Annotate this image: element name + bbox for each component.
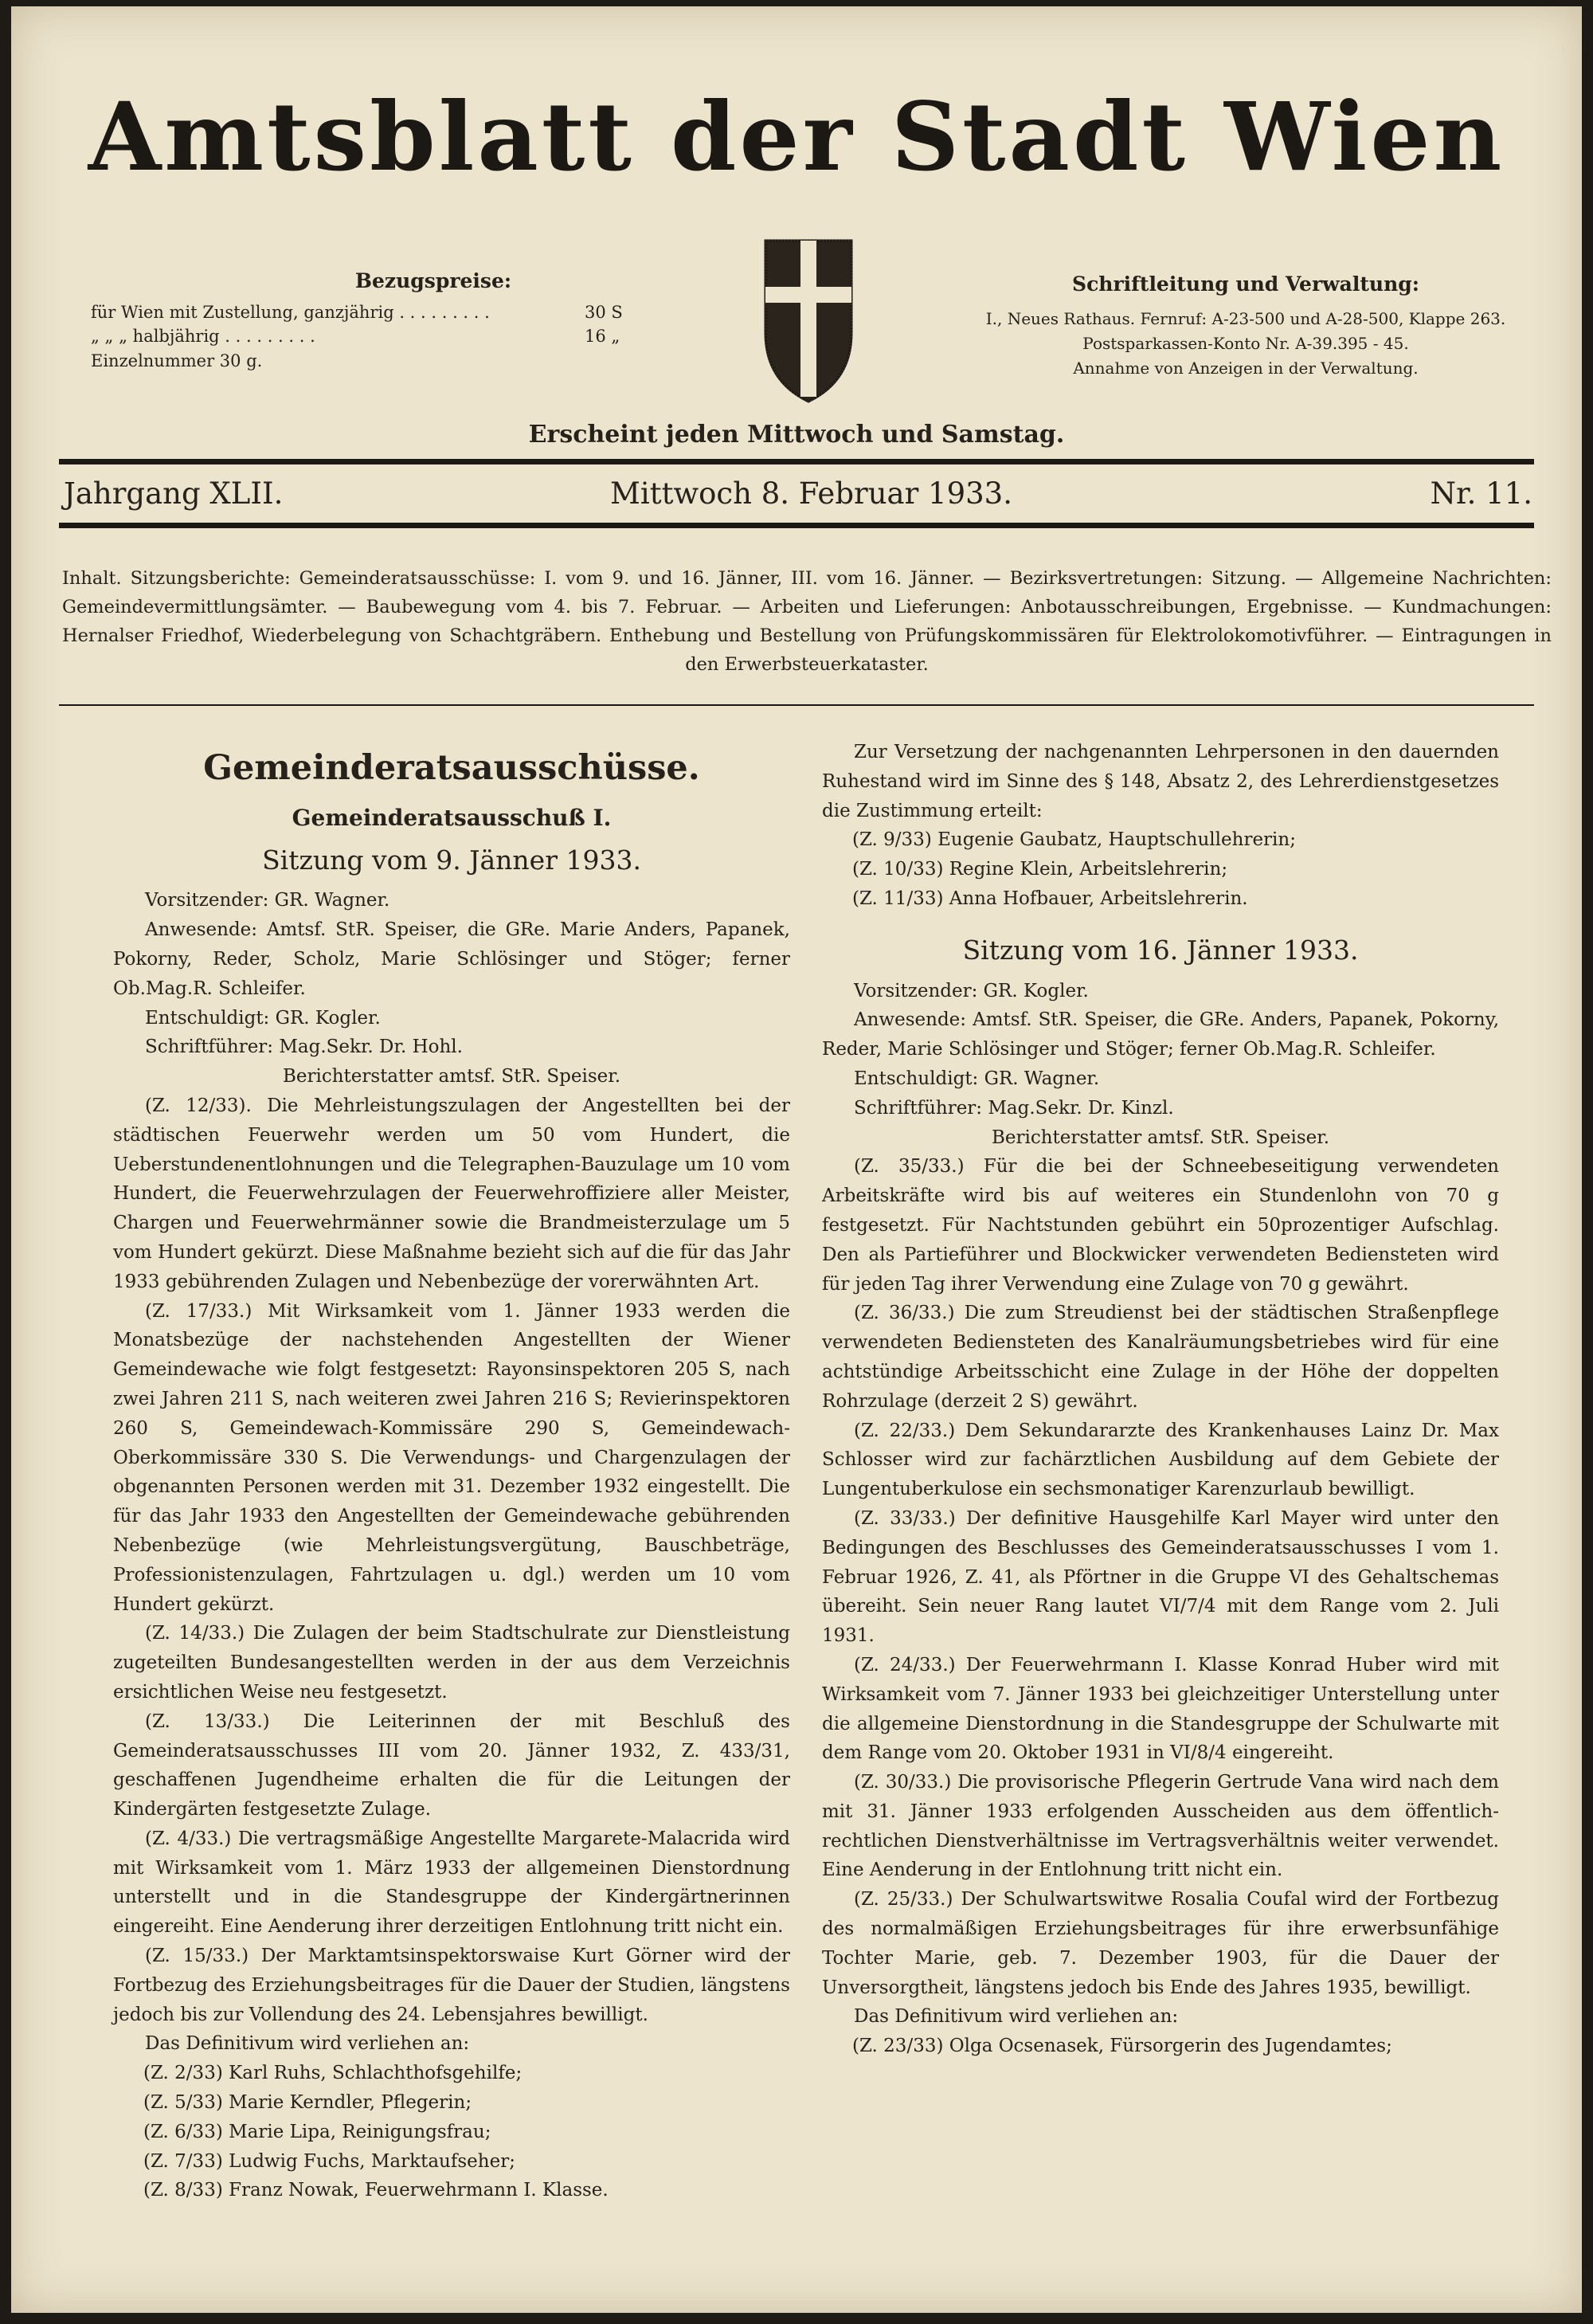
table-of-contents: Inhalt. Sitzungsberichte: Gemeinderatsausschüsse: I. vom 9. und 16. Jänner, III. vom 16. Jänner. — Bezirksvertretungen: Sitzung. — Allgemeine Nachrichten: Gemeindevermittlungsämter. — Baubewegung vom 4. bis 7. Februar. — Arbeiten und Lieferungen: Anbotausschreibungen, Ergebnisse. — Kundmachungen: Hernalser Friedhof, Wiederbelegung von Schachtgräbern. Enthebung und Bestellung von Prüfungskommissären für Elektrolokomotivführer. — Eintragungen in den Erwerbsteuerkataster. bbox=[62, 568, 1552, 675]
resolution-paragraph: (Z. 17/33.) Mit Wirksamkeit vom 1. Jänner 1933 werden die Monatsbezüge der nachstehenden Angestellten der Wiener Gemeindewache wie folgt festgesetzt: Rayonsinspektoren 205 S, nach zwei Jahren 211 S, nach weiteren zwei Jahren 216 S; Revierinspektoren 260 S, Gemeindewach-Kommissäre 290 S, Gemeindewach-Oberkommissäre 330 S. Die Verwendungs- und Chargenzulagen der obgenannten Personen werden mit 31. Dezember 1932 eingestellt. Die für das Jahr 1933 den Angestellten der Gemeindewache gebührenden Nebenbezüge (wie Mehrleistungsvergütung, Bauschbeträge, Professionistenzulagen, Fahrtzulagen u. dgl.) werden um 10 vom Hundert gekürzt. bbox=[113, 1300, 790, 1615]
divider bbox=[59, 459, 1534, 464]
rapporteur-line: Berichterstatter amtsf. StR. Speiser. bbox=[991, 1127, 1330, 1148]
resolution-paragraph: (Z. 25/33.) Der Schulwartswitwe Rosalia Coufal wird der Fortbezug des normalmäßigen Erziehungsbeitrages für ihre erwerbsunfähige Tochter Marie, geb. 7. Dezember 1903, für die Dauer der Unversorgtheit, längstens jedoch bis Ende des Jahres 1935, bewilligt. bbox=[822, 1889, 1499, 1998]
resolution-paragraph: (Z. 33/33.) Der definitive Hausgehilfe Karl Mayer wird unter den Bedingungen des Beschlusses des Gemeinderatsausschusses I vom 1. Februar 1926, Z. 41, als Pförtner in die Gruppe VI des Gehaltschemas übereiht. Sein neuer Rang lautet VI/7/4 mit dem Range vom 2. Juli 1931. bbox=[822, 1507, 1499, 1647]
secretary-line: Schriftführer: Mag.Sekr. Dr. Kinzl. bbox=[854, 1097, 1174, 1119]
rapporteur-line: Berichterstatter amtsf. StR. Speiser. bbox=[282, 1066, 621, 1088]
subsection-title: Gemeinderatsausschuß I. bbox=[292, 804, 612, 831]
resolution-paragraph: (Z. 4/33.) Die vertragsmäßige Angestellte Margarete-Malacrida wird mit Wirksamkeit vom 1. März 1933 der allgemeinen Dienstordnung unterstellt und in die Standesgruppe der Kindergärtnerinnen eingereiht. Eine Aenderung ihrer derzeitigen Entlohnung tritt nicht ein. bbox=[113, 1828, 790, 1938]
schriftleitung-line: Postsparkassen-Konto Nr. A-39.395 - 45. bbox=[1082, 333, 1409, 353]
issue-date: Mittwoch 8. Februar 1933. bbox=[610, 476, 1012, 511]
resolution-paragraph: (Z. 36/33.) Die zum Streudienst bei der städtischen Straßenpflege verwendeten Bediensteten des Kanalräumungsbetriebes wird für eine achtstündige Arbeitsschicht eine Zulage in der Höhe der doppelten Rohrzulage (derzeit 2 S) gewährt. bbox=[822, 1303, 1499, 1412]
session-heading: Sitzung vom 16. Jänner 1933. bbox=[962, 934, 1359, 966]
secretary-line: Schriftführer: Mag.Sekr. Dr. Hohl. bbox=[145, 1037, 463, 1058]
list-item: (Z. 11/33) Anna Hofbauer, Arbeitslehrerin. bbox=[852, 888, 1248, 909]
price-row bbox=[91, 349, 648, 373]
bezugspreise-block bbox=[91, 269, 648, 373]
definitivum-intro: Das Definitivum wird verliehen an: bbox=[854, 2006, 1179, 2028]
definitivum-intro: Das Definitivum wird verliehen an: bbox=[145, 2033, 470, 2055]
chair-line: Vorsitzender: GR. Wagner. bbox=[145, 890, 390, 911]
list-item: (Z. 8/33) Franz Nowak, Feuerwehrmann I. Klasse. bbox=[143, 2180, 609, 2201]
resolution-paragraph: (Z. 15/33.) Der Marktamtsinspektorswaise Kurt Görner wird der Fortbezug des Erziehungsbeitrages für die Dauer der Studien, längstens jedoch bis zur Vollendung des 24. Lebensjahres bewilligt. bbox=[113, 1946, 790, 2025]
excused-line: Entschuldigt: GR. Wagner. bbox=[854, 1068, 1100, 1089]
divider bbox=[59, 523, 1534, 528]
retirement-intro: Zur Versetzung der nachgenannten Lehrpersonen in den dauernden Ruhestand wird im Sinne des § 148, Absatz 2, des Lehrerdienstgesetzes die Zustimmung erteilt: bbox=[822, 742, 1499, 821]
resolution-paragraph: (Z. 22/33.) Dem Sekundararzte des Krankenhauses Lainz Dr. Max Schlosser wird zur fachärztlichen Ausbildung auf dem Gebiete der Lungentuberkulose ein sechsmonatiger Karenzurlaub bewilligt. bbox=[822, 1420, 1499, 1500]
issue-number: Nr. 11. bbox=[1430, 476, 1532, 511]
schriftleitung-block bbox=[975, 269, 1517, 381]
list-item: (Z. 7/33) Ludwig Fuchs, Marktaufseher; bbox=[143, 2150, 515, 2172]
section-title: Gemeinderatsausschüsse. bbox=[203, 748, 700, 788]
session-heading: Sitzung vom 9. Jänner 1933. bbox=[262, 844, 641, 876]
list-item: (Z. 5/33) Marie Kerndler, Pflegerin; bbox=[143, 2092, 472, 2114]
resolution-paragraph: (Z. 24/33.) Der Feuerwehrmann I. Klasse Konrad Huber wird mit Wirksamkeit vom 7. Jänner 1933 bei gleichzeitiger Unterstellung unter die allgemeine Dienstordnung in die Standesgruppe der Schulwarte mit dem Range vom 20. Oktober 1931 in VI/8/4 eingereiht. bbox=[822, 1654, 1499, 1764]
resolution-paragraph: (Z. 13/33.) Die Leiterinnen der mit Beschluß des Gemeinderatsausschusses III vom 20. Jänner 1932, Z. 433/31, geschaffenen Jugendheime erhalten die für die Leitungen der Kindergärten festgesetzte Zulage. bbox=[113, 1711, 790, 1820]
divider bbox=[59, 704, 1534, 706]
chair-line: Vorsitzender: GR. Kogler. bbox=[854, 980, 1089, 1001]
newspaper-page bbox=[11, 6, 1582, 2313]
bezugspreise-heading: Bezugspreise: bbox=[354, 269, 512, 292]
price-row bbox=[91, 324, 648, 348]
list-item: (Z. 10/33) Regine Klein, Arbeitslehrerin; bbox=[852, 859, 1228, 880]
schriftleitung-heading: Schriftleitung und Verwaltung: bbox=[1072, 272, 1419, 296]
list-item: (Z. 9/33) Eugenie Gaubatz, Hauptschullehrerin; bbox=[852, 829, 1296, 851]
resolution-paragraph: (Z. 14/33.) Die Zulagen der beim Stadtschulrate zur Dienstleistung zugeteilten Bundesangestellten werden in der aus dem Verzeichnis ersichtlichen Weise neu festgesetzt. bbox=[113, 1623, 790, 1703]
attendees-line: Anwesende: Amtsf. StR. Speiser, die GRe. Marie Anders, Papanek, Pokorny, Reder, Scholz, Marie Schlösinger und Stöger; ferner Ob.Mag.R. Schleifer. bbox=[113, 919, 790, 999]
price-label: „ „ „ halbjährig . . . . . . . . . bbox=[91, 327, 315, 347]
resolution-paragraph: (Z. 30/33.) Die provisorische Pflegerin Gertrude Vana wird nach dem mit 31. Jänner 1933 erfolgenden Ausscheiden aus dem öffentlich-rechtlichen Dienstverhältnisse im Vertragsverhältnis weiter verwendet. Eine Aenderung in der Entlohnung tritt nicht ein. bbox=[822, 1772, 1499, 1881]
price-value bbox=[585, 349, 648, 373]
list-item: (Z. 23/33) Olga Ocsenasek, Fürsorgerin des Jugendamtes; bbox=[852, 2036, 1392, 2057]
resolution-paragraph: (Z. 35/33.) Für die bei der Schneebeseitigung verwendeten Arbeitskräfte wird bis auf weiteres ein Stundenlohn von 70 g festgesetzt. Für Nachtstunden gebührt ein 50prozentiger Aufschlag. Den als Partieführer und Blockwicker verwendeten Bediensteten wird für jeden Tag ihrer Verwendung eine Zulage von 70 g gewährt. bbox=[822, 1156, 1499, 1295]
right-column bbox=[822, 738, 1499, 2061]
price-value: 30 S bbox=[585, 303, 623, 322]
left-column bbox=[113, 723, 790, 2205]
excused-line: Entschuldigt: GR. Kogler. bbox=[145, 1007, 381, 1029]
volume-label: Jahrgang XLII. bbox=[64, 476, 284, 511]
price-row bbox=[91, 300, 648, 324]
price-value: 16 „ bbox=[585, 327, 620, 347]
resolution-paragraph: (Z. 12/33). Die Mehrleistungszulagen der Angestellten bei der städtischen Feuerwehr werden um 50 vom Hundert, die Ueberstundenentlohnungen und die Telegraphen-Bauzulage um 10 vom Hundert, die Feuerwehrzulagen der Feuerwehroffiziere aller Meister, Chargen und Feuerwehrmänner sowie die Brandmeisterzulage um 5 vom Hundert gekürzt. Diese Maßnahme bezieht sich auf die für das Jahr 1933 gebührenden Zulagen und Nebenbezüge der vorerwähnten Art. bbox=[113, 1095, 790, 1292]
schriftleitung-line: Annahme von Anzeigen in der Verwaltung. bbox=[1073, 358, 1419, 378]
price-label: für Wien mit Zustellung, ganzjährig . . . . . . . . . bbox=[91, 303, 490, 322]
publication-schedule: Erscheint jeden Mittwoch und Samstag. bbox=[528, 421, 1065, 449]
dateline bbox=[61, 476, 1532, 516]
price-label: Einzelnummer 30 g. bbox=[91, 351, 263, 370]
schriftleitung-line: I., Neues Rathaus. Fernruf: A-23-500 und A-28-500, Klappe 263. bbox=[985, 308, 1506, 328]
list-item: (Z. 6/33) Marie Lipa, Reinigungsfrau; bbox=[143, 2121, 491, 2142]
list-item: (Z. 2/33) Karl Ruhs, Schlachthofsgehilfe; bbox=[143, 2063, 523, 2084]
vienna-coat-of-arms-icon bbox=[761, 237, 856, 405]
attendees-line: Anwesende: Amtsf. StR. Speiser, die GRe. Anders, Papanek, Pokorny, Reder, Marie Schlösinger und Stöger; ferner Ob.Mag.R. Schleifer. bbox=[822, 1009, 1499, 1060]
masthead-title: Amtsblatt der Stadt Wien bbox=[88, 81, 1505, 192]
